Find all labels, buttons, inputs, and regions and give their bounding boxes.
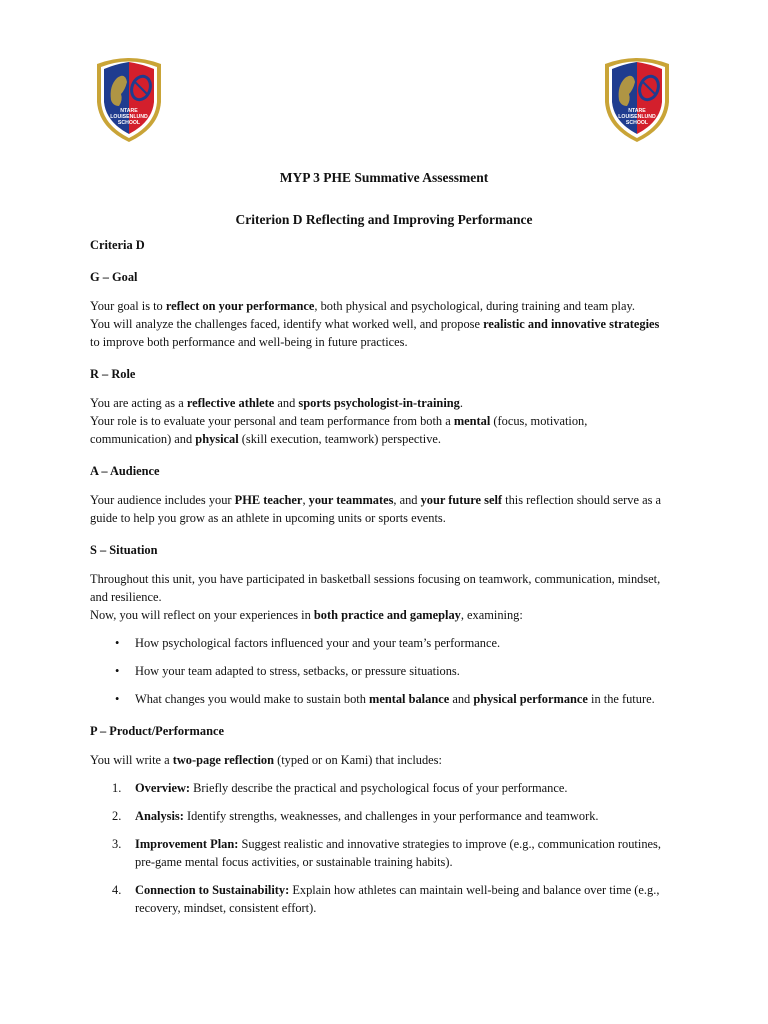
bullet-icon: •: [115, 636, 120, 650]
document-subtitle: Criterion D Reflecting and Improving Performance: [235, 212, 533, 227]
product-paragraph: You will write a two-page reflection (typed or on Kami) that includes:: [90, 753, 442, 767]
logo-text-line1: NTARE: [628, 108, 646, 114]
audience-heading: A – Audience: [90, 464, 160, 478]
document-title: MYP 3 PHE Summative Assessment: [279, 170, 489, 185]
product-numbered-list: [90, 779, 680, 917]
logo-text-line2: LOUISENLUND: [110, 114, 148, 120]
logo-text-line1: NTARE: [120, 108, 138, 114]
product-heading: P – Product/Performance: [90, 724, 224, 738]
school-crest-logo-left: [91, 50, 167, 144]
logo-text-line3: SCHOOL: [117, 120, 141, 126]
logo-text-line3: SCHOOL: [625, 120, 649, 126]
list-item: • What changes you would make to sustain both mental balance and physical performance in the future.: [115, 692, 655, 706]
school-crest-logo-right: [599, 50, 675, 144]
bullet-icon: •: [115, 664, 120, 678]
list-item: • How your team adapted to stress, setbacks, or pressure situations.: [115, 664, 460, 678]
criteria-label: Criteria D: [90, 238, 145, 252]
document-body: [90, 236, 680, 917]
list-item: 3. Improvement Plan: Suggest realistic and innovative strategies to improve (e.g., communication routines, pre-game mental focus activities, or sustainable training habits).: [112, 837, 661, 869]
role-paragraph: You are acting as a reflective athlete and sports psychologist-in-training. Your role is to evaluate your personal and team performance from both a mental (focus, motivation, communication) and physical (skill execution, teamwork) perspective.: [90, 396, 588, 446]
list-item: • How psychological factors influenced your and your team’s performance.: [115, 636, 501, 650]
logo-text-line2: LOUISENLUND: [618, 114, 656, 120]
goal-paragraph: Your goal is to reflect on your performance, both physical and psychological, during training and team play. You will analyze the challenges faced, identify what worked well, and propose realistic and innovative strategies to improve both performance and well-being in future practices.: [90, 299, 660, 349]
list-item: 4. Connection to Sustainability: Explain how athletes can maintain well-being and balance over time (e.g., recovery, mindset, consistent effort).: [112, 883, 660, 915]
bullet-icon: •: [115, 692, 120, 706]
list-item: 2. Analysis: Identify strengths, weaknesses, and challenges in your performance and teamwork.: [112, 809, 599, 823]
list-item: 1. Overview: Briefly describe the practical and psychological focus of your performance.: [112, 781, 568, 795]
situation-bullet-list: [90, 634, 680, 708]
goal-heading: G – Goal: [90, 270, 138, 284]
role-heading: R – Role: [90, 367, 136, 381]
situation-heading: S – Situation: [90, 543, 158, 557]
situation-paragraph: Throughout this unit, you have participated in basketball sessions focusing on teamwork, communication, mindset, and resilience. Now, you will reflect on your experiences in both practice and gameplay, examining:: [90, 572, 661, 622]
audience-paragraph: Your audience includes your PHE teacher, your teammates, and your future self this reflection should serve as a guide to help you grow as an athlete in upcoming units or sports events.: [90, 493, 662, 525]
